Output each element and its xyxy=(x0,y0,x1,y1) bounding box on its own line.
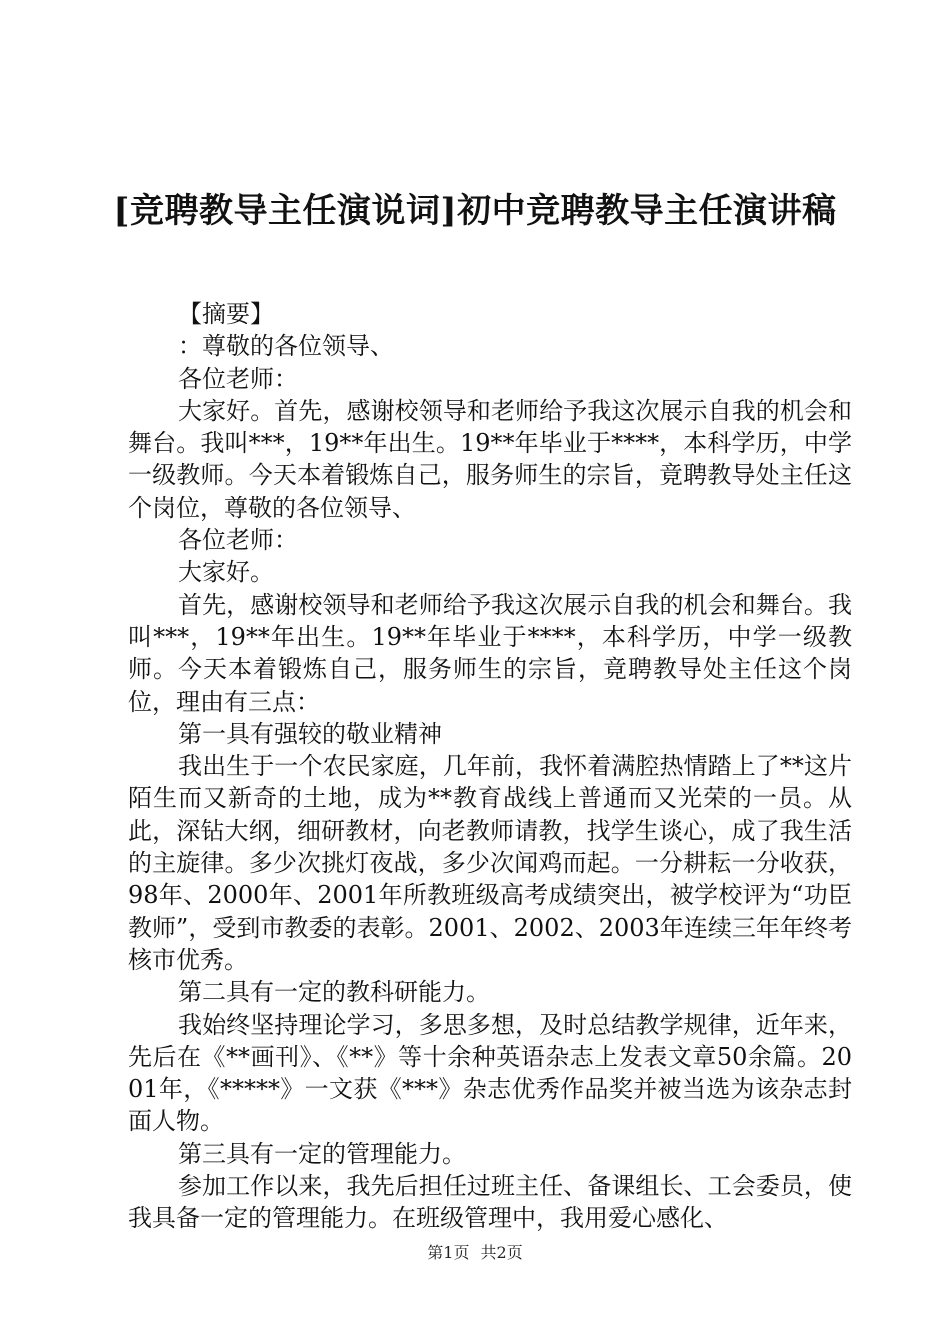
paragraph-intro: 大家好。首先，感谢校领导和老师给予我这次展示自我的机会和舞台。我叫***，19**年出生。19**年毕业于****，本科学历，中学一级教师。今天本着锻炼自己，服务师生的宗旨，竟聘教导处主任这个岗位，尊敬的各位领导、 xyxy=(128,396,852,522)
document-title: [竞聘教导主任演说词]初中竞聘教导主任演讲稿 xyxy=(113,191,837,231)
paragraph-point-1-body: 我出生于一个农民家庭，几年前，我怀着满腔热情踏上了**这片陌生而又新奇的土地，成为**教育战线上普通而又光荣的一员。从此，深钻大纲，细研教材，向老教师请教，找学生谈心，成了我生活的主旋律。多少次挑灯夜战，多少次闻鸡而起。一分耕耘一分收获，98年、2000年、2001年所教班级高考成绩突出，被学校评为“功臣教师”，受到市教委的表彰。2001、2002、2003年连续三年年终考核市优秀。 xyxy=(128,752,852,974)
paragraph-salutation-teachers-2: 各位老师： xyxy=(178,526,298,555)
document-body xyxy=(128,298,852,1235)
paragraph-point-2-heading: 第二具有一定的教科研能力。 xyxy=(178,978,490,1007)
page-total: 共2页 xyxy=(480,1243,523,1262)
paragraph-point-2-body: 我始终坚持理论学习，多思多想，及时总结教学规律，近年来，先后在《**画刊》、《**》等十余种英语杂志上发表文章50余篇。2001年，《*****》一文获《***》杂志优秀作品奖并被当选为该杂志封面人物。 xyxy=(128,1010,852,1136)
paragraph-greeting: 大家好。 xyxy=(178,558,274,587)
page-number: 第1页 xyxy=(427,1243,470,1262)
page-footer xyxy=(0,1242,950,1264)
paragraph-point-1-heading: 第一具有强较的敬业精神 xyxy=(178,719,442,748)
paragraph-abstract-heading: 【摘要】 xyxy=(178,300,274,328)
paragraph-intro-2: 首先，感谢校领导和老师给予我这次展示自我的机会和舞台。我叫***，19**年出生。19**年毕业于****，本科学历，中学一级教师。今天本着锻炼自己，服务师生的宗旨，竟聘教导处主任这个岗位，理由有三点： xyxy=(128,590,852,716)
paragraph-salutation-leaders: ：尊敬的各位领导、 xyxy=(178,332,394,361)
paragraph-point-3-body: 参加工作以来，我先后担任过班主任、备课组长、工会委员，使我具备一定的管理能力。在班级管理中，我用爱心感化、 xyxy=(128,1172,852,1233)
paragraph-salutation-teachers: 各位老师： xyxy=(178,364,298,393)
paragraph-point-3-heading: 第三具有一定的管理能力。 xyxy=(178,1139,466,1168)
